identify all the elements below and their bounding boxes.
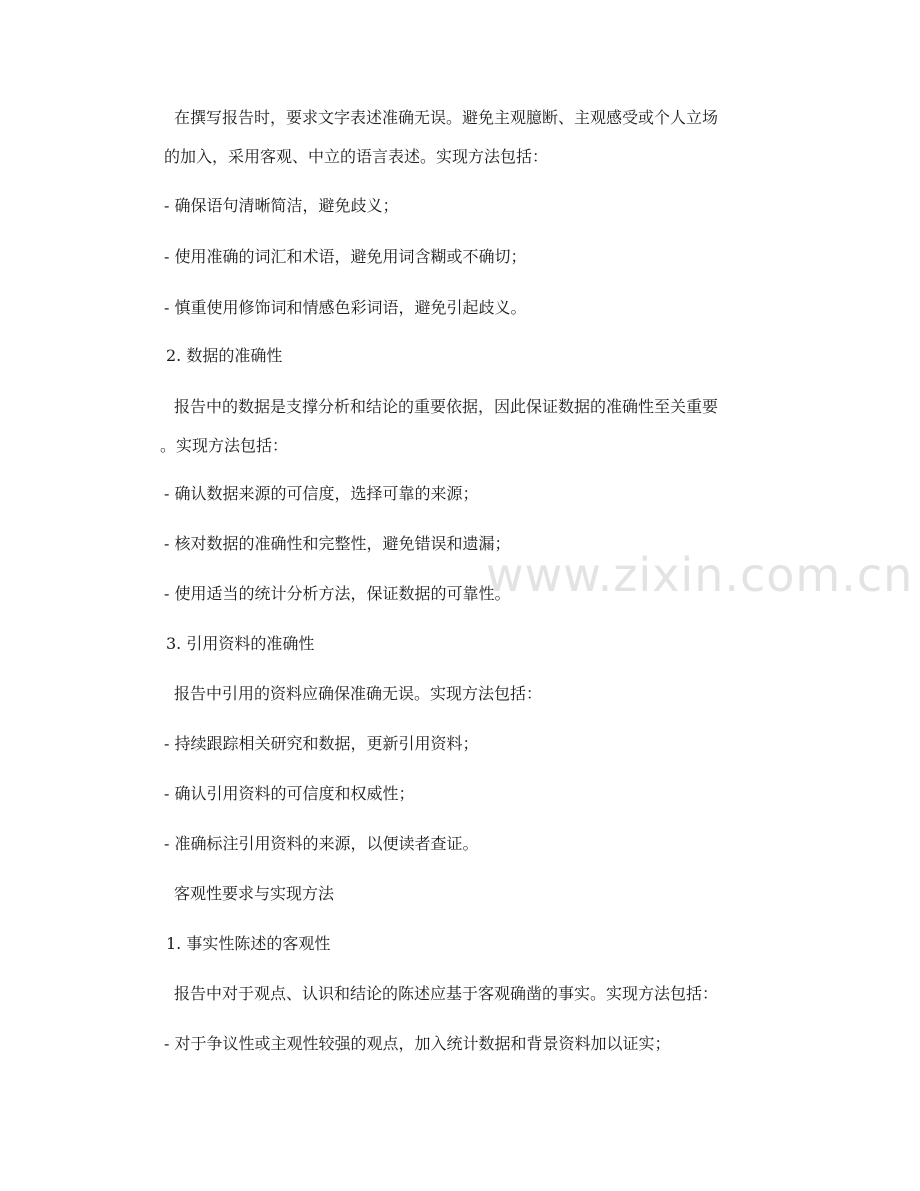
- objectivity-heading: 客观性要求与实现方法: [174, 884, 335, 903]
- intro-paragraph-cont: [164, 143, 784, 171]
- list-item: - 准确标注引用资料的来源，以便读者查证。: [164, 834, 479, 853]
- intro-line-1: 在撰写报告时，要求文字表述准确无误。避免主观臆断、主观感受或个人立场: [174, 108, 719, 127]
- list-item: - 对于争议性或主观性较强的观点，加入统计数据和背景资料加以证实；: [164, 1034, 671, 1053]
- section-heading-2: 2. 数据的准确性: [166, 346, 283, 365]
- section-heading-3: 3. 引用资料的准确性: [166, 634, 315, 653]
- list-item: - 确保语句清晰简洁，避免歧义；: [164, 196, 399, 215]
- intro-paragraph: [174, 104, 794, 132]
- watermark: www.zixin.com.cn: [486, 548, 914, 602]
- list-item: - 核对数据的准确性和完整性，避免错误和遗漏；: [164, 534, 511, 553]
- fact-paragraph: 报告中对于观点、认识和结论的陈述应基于客观确凿的事实。实现方法包括：: [174, 984, 719, 1003]
- list-item: - 使用准确的词汇和术语，避免用词含糊或不确切；: [164, 247, 527, 266]
- list-item: - 确认引用资料的可信度和权威性；: [164, 784, 415, 803]
- reference-paragraph: 报告中引用的资料应确保准确无误。实现方法包括：: [174, 684, 543, 703]
- section-heading-1: 1. 事实性陈述的客观性: [166, 934, 331, 953]
- list-item: - 慎重使用修饰词和情感色彩词语，避免引起歧义。: [164, 298, 527, 317]
- data-paragraph-line-2: 。实现方法包括：: [160, 436, 289, 455]
- list-item: - 使用适当的统计分析方法，保证数据的可靠性。: [164, 584, 511, 603]
- list-item: - 确认数据来源的可信度，选择可靠的来源；: [164, 484, 479, 503]
- list-item: - 持续跟踪相关研究和数据，更新引用资料；: [164, 734, 479, 753]
- intro-line-2: 的加入，采用客观、中立的语言表述。实现方法包括：: [164, 147, 549, 166]
- data-paragraph-line-1: 报告中的数据是支撑分析和结论的重要依据，因此保证数据的准确性至关重要: [174, 397, 719, 416]
